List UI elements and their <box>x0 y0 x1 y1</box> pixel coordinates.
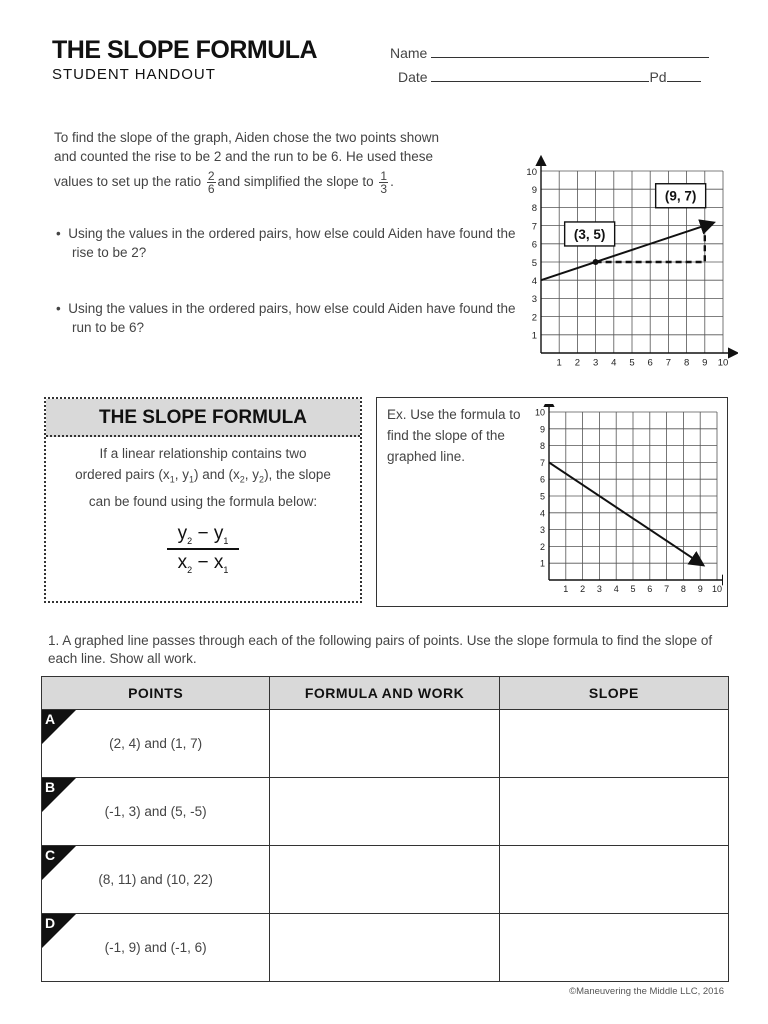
y-tick-label: 6 <box>531 239 537 251</box>
name-label: Name <box>390 45 428 61</box>
x-tick-label: 10 <box>711 584 723 594</box>
example-graph <box>527 404 723 600</box>
slope-formula-box <box>44 397 362 603</box>
x-tick-label: 1 <box>563 584 569 594</box>
intro-line: To find the slope of the graph, Aiden chose the two points shown <box>54 130 440 145</box>
x-tick-label: 5 <box>629 357 635 369</box>
y-tick-label: 8 <box>531 203 537 215</box>
y-tick-label: 1 <box>539 558 545 569</box>
y-tick-label: 3 <box>531 294 537 306</box>
date-field[interactable] <box>431 67 649 82</box>
y-tick-label: 5 <box>539 491 545 502</box>
x-tick-label: 5 <box>630 584 636 594</box>
slope-numerator: 1 <box>380 169 388 183</box>
intro-line <box>54 170 514 195</box>
row-letter: A <box>45 711 56 727</box>
intro-text: values to set up the ratio <box>54 174 202 190</box>
name-row <box>390 43 709 61</box>
y-tick-label: 10 <box>526 166 537 178</box>
points-cell <box>42 846 270 914</box>
bullet-item: • Using the values in the ordered pairs, how else could Aiden have found the rise to be 2? <box>56 226 516 260</box>
points-text: (8, 11) and (10, 22) <box>98 872 213 887</box>
x-tick-label: 3 <box>592 357 599 369</box>
ratio-fraction <box>207 170 216 195</box>
formula-denominator: $x_2 - x_1$ <box>177 551 229 575</box>
x-tick-label: 1 <box>556 357 562 369</box>
x-tick-label: 4 <box>611 357 617 369</box>
formula-text-line: ordered pairs ($x_1$, $y_1$) and ($x_2$, $y_2$), the slope <box>75 467 331 485</box>
x-tick-label: 9 <box>702 357 708 369</box>
ratio-numerator: 2 <box>207 169 215 183</box>
aiden-graph <box>520 155 738 375</box>
fraction-bar <box>167 548 239 550</box>
slope-cell[interactable] <box>499 710 728 778</box>
bullet-item: • Using the values in the ordered pairs, how else could Aiden have found the run to be 6? <box>56 301 516 335</box>
points-text: (-1, 9) and (-1, 6) <box>104 940 207 955</box>
name-field[interactable] <box>431 43 709 58</box>
intro-line: and counted the rise to be 2 and the run to be 6. He used these <box>54 149 434 164</box>
column-header-points: POINTS <box>42 677 270 710</box>
column-header-slope: SLOPE <box>499 677 728 710</box>
y-tick-label: 9 <box>539 424 545 435</box>
work-table <box>41 676 729 982</box>
bullet-text: Using the values in the ordered pairs, how else could Aiden have found the run to be 6? <box>68 301 516 335</box>
point-label-b: (9, 7) <box>664 188 697 204</box>
slope-fraction <box>379 170 388 195</box>
work-cell[interactable] <box>270 846 500 914</box>
intro-text: and simplified the slope to <box>217 174 374 190</box>
x-tick-label: 10 <box>717 357 729 369</box>
points-cell <box>42 914 270 982</box>
formula-numerator: $y_2 - y_1$ <box>177 523 229 546</box>
x-tick-label: 7 <box>665 357 672 369</box>
slope-cell[interactable] <box>499 846 728 914</box>
point-9-7 <box>702 223 708 229</box>
formula-box-text <box>54 443 352 512</box>
y-tick-label: 8 <box>539 441 545 452</box>
work-cell[interactable] <box>270 778 500 846</box>
intro-text: . <box>390 174 394 190</box>
y-tick-label: 7 <box>531 221 537 233</box>
date-row <box>398 67 701 85</box>
x-tick-label: 3 <box>596 584 602 594</box>
work-cell[interactable] <box>270 710 500 778</box>
column-header-work: FORMULA AND WORK <box>270 677 500 710</box>
problem-statement: 1. A graphed line passes through each of the following pairs of points. Use the slope formula to find the slope of each line. Show all work. <box>48 633 713 666</box>
page-title: THE SLOPE FORMULA <box>52 36 318 64</box>
table-row <box>42 778 729 846</box>
x-tick-label: 4 <box>613 584 619 594</box>
slope-denominator: 3 <box>380 182 388 196</box>
y-tick-label: 4 <box>531 275 537 287</box>
pd-label: Pd <box>649 69 667 85</box>
row-letter: D <box>45 915 56 931</box>
y-tick-label: 2 <box>531 312 537 324</box>
x-tick-label: 2 <box>580 584 586 594</box>
intro-paragraph <box>54 128 514 195</box>
x-tick-label: 7 <box>664 584 670 594</box>
table-row <box>42 846 729 914</box>
date-label: Date <box>398 69 428 85</box>
y-tick-label: 3 <box>539 525 545 536</box>
y-tick-label: 1 <box>531 330 537 342</box>
x-tick-label: 8 <box>683 357 690 369</box>
formula-box-title: THE SLOPE FORMULA <box>46 399 360 437</box>
row-letter: C <box>45 847 56 863</box>
work-cell[interactable] <box>270 914 500 982</box>
point-3-5 <box>593 259 599 265</box>
x-tick-label: 6 <box>647 357 653 369</box>
y-tick-label: 2 <box>539 541 545 552</box>
table-row <box>42 710 729 778</box>
points-text: (2, 4) and (1, 7) <box>109 736 203 751</box>
points-text: (-1, 3) and (5, -5) <box>104 804 207 819</box>
slope-formula <box>46 523 360 575</box>
slope-cell[interactable] <box>499 914 728 982</box>
formula-text-line: can be found using the formula below: <box>88 493 318 509</box>
y-tick-label: 5 <box>531 257 537 269</box>
y-tick-label: 9 <box>531 184 537 196</box>
x-tick-label: 2 <box>574 357 581 369</box>
example-text: Ex. Use the formula to find the slope of the graphed line. <box>387 407 521 464</box>
copyright: ©Maneuvering the Middle LLC, 2016 <box>569 986 724 997</box>
pd-field[interactable] <box>667 67 701 82</box>
points-cell <box>42 778 270 846</box>
x-tick-label: 9 <box>697 584 703 594</box>
page-subtitle: STUDENT HANDOUT <box>52 66 216 83</box>
x-tick-label: 8 <box>680 584 686 594</box>
example-box <box>376 397 728 607</box>
points-cell <box>42 710 270 778</box>
y-tick-label: 7 <box>539 457 545 468</box>
ratio-denominator: 6 <box>207 182 215 196</box>
table-row <box>42 914 729 982</box>
y-tick-label: 10 <box>534 407 545 418</box>
slope-cell[interactable] <box>499 778 728 846</box>
formula-text-line: If a linear relationship contains two <box>99 446 307 461</box>
y-tick-label: 6 <box>539 474 545 485</box>
bullet-text: Using the values in the ordered pairs, how else could Aiden have found the rise to be 2? <box>68 226 516 260</box>
x-tick-label: 6 <box>647 584 653 594</box>
point-label-a: (3, 5) <box>573 226 606 242</box>
row-letter: B <box>45 779 56 795</box>
y-tick-label: 4 <box>539 508 545 519</box>
